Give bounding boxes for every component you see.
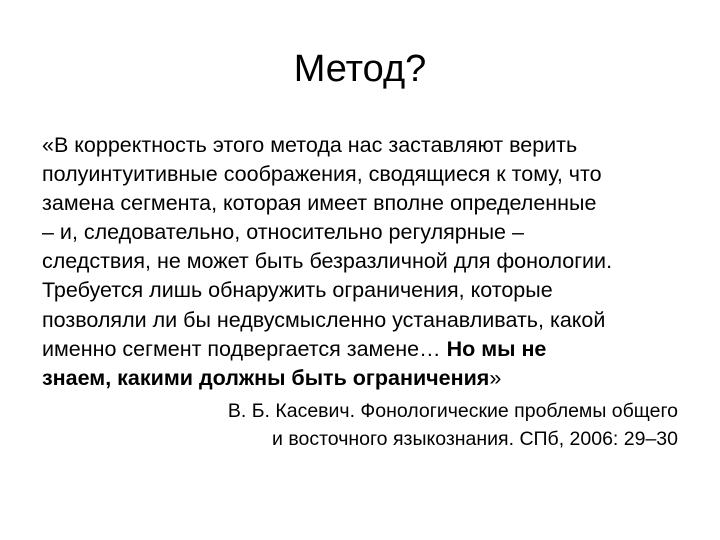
quote-line	[42, 364, 702, 393]
quote-line-regular: именно сегмент подвергается замене…	[42, 336, 447, 361]
quote-line: полуинтуитивные соображения, сводящиеся к тому, что	[42, 162, 602, 187]
quote-line-bold: Но мы не	[446, 336, 547, 361]
citation	[160, 397, 678, 453]
quote-line-bold: знаем, какими должны быть ограничения	[42, 365, 490, 390]
quote-text	[42, 131, 702, 393]
quote-line: следствия, не может быть безразличной для фонологии.	[42, 249, 613, 274]
quote-line: «В корректность этого метода нас заставляют верить	[42, 133, 578, 157]
quote-line: – и, следовательно, относительно регулярные –	[42, 220, 524, 245]
quote-line: Требуется лишь обнаружить ограничения, которые	[42, 278, 553, 303]
citation-line: и восточного языкознания. СПб, 2006: 29–30	[272, 428, 678, 450]
citation-line: В. Б. Касевич. Фонологические проблемы общего	[227, 400, 678, 422]
quote-line: позволяли ли бы недвусмысленно устанавливать, какой	[42, 307, 606, 332]
quote-line: замена сегмента, которая имеет вполне определенные	[42, 191, 597, 216]
quote-line	[42, 335, 702, 364]
slide-title: Метод?	[293, 48, 427, 90]
quote-closing-mark: »	[489, 365, 502, 390]
